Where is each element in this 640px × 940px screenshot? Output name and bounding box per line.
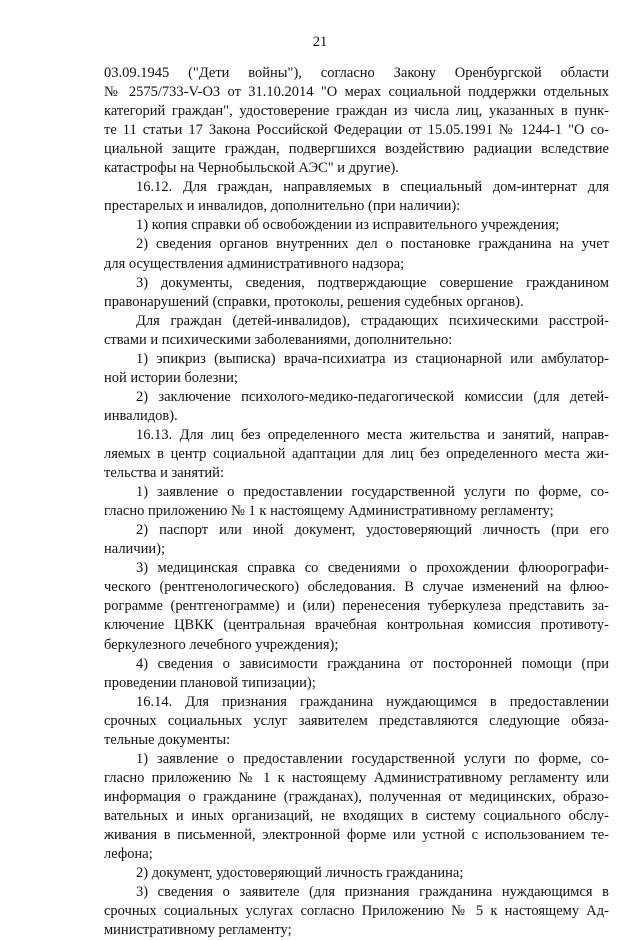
text-line: 2) сведения органов внутренних дел о постановке гражданина на учет bbox=[136, 236, 609, 253]
text-line: наличии); bbox=[104, 541, 165, 558]
text-line: инвалидов). bbox=[104, 407, 178, 424]
text-line: гласно приложению № 1 к настоящему Административному регламенту или bbox=[104, 769, 609, 786]
text-line: срочных социальных услуг заявителем представляются следующие обяза- bbox=[104, 712, 609, 729]
text-line: престарелых и инвалидов, дополнительно (при наличии): bbox=[104, 198, 461, 215]
text-line: № 2575/733-V-ОЗ от 31.10.2014 "О мерах социальной поддержки отдельных bbox=[104, 84, 609, 101]
text-line: беркулезного лечебного учреждения); bbox=[104, 636, 339, 653]
text-line: информация о гражданине (гражданах), полученная от медицинских, образо- bbox=[104, 788, 609, 805]
text-line: 03.09.1945 ("Дети войны"), согласно Закону Оренбургской области bbox=[104, 65, 609, 81]
text-line: циальной защите граждан, подвергшихся воздействию радиации вследствие bbox=[104, 141, 609, 158]
text-line: 2) заключение психолого-медико-педагогической комиссии (для детей- bbox=[136, 388, 609, 405]
text-line: ключение ЦВКК (центральная врачебная контрольная комиссия противоту- bbox=[104, 617, 609, 634]
text-line: ствами и психическими заболеваниями, дополнительно: bbox=[104, 331, 453, 348]
text-line: катастрофы на Чернобыльской АЭС" и другие). bbox=[104, 160, 399, 177]
text-line: живания в письменной, электронной форме или устной с использованием те- bbox=[104, 827, 609, 843]
text-line: 1) эпикриз (выписка) врача-психиатра из стационарной или амбулатор- bbox=[136, 350, 609, 367]
text-line: проведении плановой типизации); bbox=[104, 674, 316, 691]
text-line: Для граждан (детей-инвалидов), страдающих психическими расстрой- bbox=[136, 312, 609, 329]
page-number: 21 bbox=[312, 34, 328, 50]
text-line: категорий граждан", удостоверение граждан из числа лиц, указанных в пунк- bbox=[104, 103, 609, 120]
text-line: 4) сведения о зависимости гражданина от посторонней помощи (при bbox=[136, 655, 609, 672]
text-line: тельства и занятий: bbox=[104, 465, 224, 482]
text-line: 3) документы, сведения, подтверждающие совершение гражданином bbox=[136, 274, 609, 291]
text-line: ческого (рентгенологического) обследования. В случае изменений на флюо- bbox=[104, 579, 609, 596]
text-line: рограмме (рентгенограмме) и (или) перенесения туберкулеза представить за- bbox=[104, 598, 609, 615]
text-line: гласно приложению № 1 к настоящему Административному регламенту; bbox=[104, 503, 554, 520]
text-line: лефона; bbox=[104, 846, 153, 863]
text-line: 16.14. Для признания гражданина нуждающимся в предоставлении bbox=[136, 693, 609, 710]
text-line: правонарушений (справки, протоколы, решения судебных органов). bbox=[104, 293, 524, 310]
text-line: 16.13. Для лиц без определенного места жительства и занятий, направ- bbox=[136, 426, 609, 443]
text-line: срочных социальных услугах согласно Приложению № 5 к настоящему Ад- bbox=[104, 903, 609, 920]
text-line: вательных и иных организаций, не входящих в систему социального обслу- bbox=[104, 807, 609, 824]
text-line: 1) копия справки об освобождении из исправительного учреждения; bbox=[136, 217, 560, 234]
text-line: для осуществления административного надзора; bbox=[104, 255, 405, 272]
text-line: 1) заявление о предоставлении государственной услуги по форме, со- bbox=[136, 750, 609, 767]
text-line: ляемых в центр социальной адаптации для лиц без определенного места жи- bbox=[104, 446, 609, 462]
text-line: 1) заявление о предоставлении государственной услуги по форме, со- bbox=[136, 484, 609, 501]
text-line: 3) медицинская справка со сведениями о прохождении флюорографи- bbox=[136, 560, 609, 577]
text-line: 3) сведения о заявителе (для признания гражданина нуждающимся в bbox=[136, 884, 609, 901]
text-line: 16.12. Для граждан, направляемых в специальный дом-интернат для bbox=[136, 179, 609, 196]
text-line: те 11 статьи 17 Закона Российской Федерации от 15.05.1991 № 1244-1 "О со- bbox=[104, 122, 609, 139]
text-line: тельные документы: bbox=[104, 731, 231, 748]
text-line: ной истории болезни; bbox=[104, 369, 238, 386]
text-line: министративному регламенту; bbox=[104, 922, 292, 939]
text-line: 2) документ, удостоверяющий личность гражданина; bbox=[136, 865, 464, 882]
text-line: 2) паспорт или иной документ, удостоверяющий личность (при его bbox=[136, 522, 609, 539]
